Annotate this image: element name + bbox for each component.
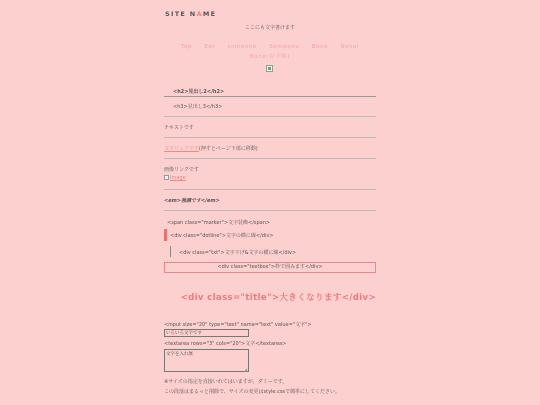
anchor-link-note: (押すとページ下部に移動) (198, 146, 258, 152)
divider (164, 189, 376, 190)
nav-item-someone-1[interactable]: someone (227, 44, 257, 50)
framed-textbox: <div class="textbox">枠で囲みます</div> (164, 262, 376, 273)
site-name-accent: A (196, 10, 203, 18)
note-line-1: ※サイズの指定を直接いれてはいますが、ダミーです。 (164, 379, 288, 385)
site-name-suffix: ME (202, 10, 217, 18)
heading-h3: <h3>見出し3</h3> (173, 104, 223, 110)
nav-item-more[interactable]: Bone(以下略) (249, 54, 291, 60)
nav-item-eat[interactable]: Eat (204, 44, 216, 50)
note-line-2: この段落はまるっと削除で、サイズの変更はstyle.cssで簡単にしてください。 (164, 389, 341, 395)
site-subtitle: ここにも文字書けます (244, 25, 295, 31)
h2-underline (164, 96, 376, 97)
nav-menu (164, 42, 376, 62)
site-name-prefix: SITE N (165, 10, 197, 18)
textarea-field[interactable] (164, 349, 249, 372)
image-link[interactable] (164, 175, 186, 181)
indented-text: <div class="txt">文字下げ&文字の横に線</div> (179, 250, 297, 256)
divider (164, 158, 376, 159)
divider (164, 137, 376, 138)
anchor-link[interactable]: 文字リンクです (164, 146, 199, 152)
link-row (164, 145, 258, 152)
large-title: <div class="title">大きくなります</div> (180, 293, 376, 303)
image-alt-text: Image (170, 175, 186, 181)
textarea-code-label: <textarea rows="3" cols="20">文字</textarea> (164, 341, 287, 347)
body-text: テキストです (164, 125, 194, 131)
broken-image-icon (266, 65, 273, 72)
nav-item-novel[interactable]: Novel (340, 44, 360, 50)
broken-image-icon (164, 175, 169, 180)
image-link-label: 画像リンクです (164, 167, 199, 173)
divider (164, 210, 376, 211)
nav-item-top[interactable]: Top (180, 44, 192, 50)
divider (164, 116, 376, 117)
emphasis-text: <em>強調です</em> (164, 198, 220, 204)
txt-side-line (170, 246, 171, 257)
text-input[interactable] (164, 329, 249, 337)
nav-item-someone-2[interactable]: Someone (269, 44, 300, 50)
site-name (165, 10, 216, 18)
dotline-accent-bar (164, 229, 167, 241)
resize-grip-icon[interactable]: ◢ (244, 367, 248, 372)
marker-text: <span class="marker">文字装飾</span> (167, 220, 271, 226)
input-code-label: <input size="20" type="text" name="text" value="文字"> (164, 322, 312, 328)
heading-h2: <h2>見出し2</h2> (173, 89, 225, 95)
dotline-text: <div class="dotline">文字の横に線</div> (170, 233, 274, 239)
nav-item-bone[interactable]: Bone (311, 44, 329, 50)
